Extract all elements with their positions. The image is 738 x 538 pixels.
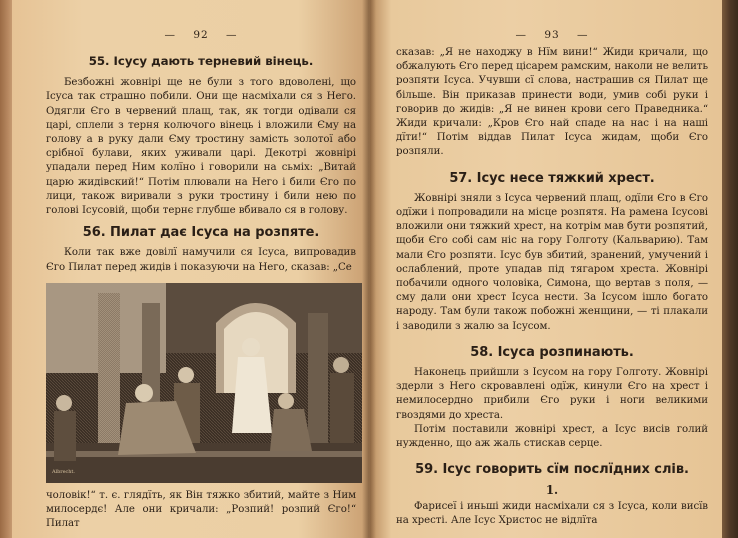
chapter-56-text: Коли так вже довілї намучили ся Ісуса, випровадив Єго Пилат перед жидів і показуючи на Него, сказав: „Се: [46, 247, 356, 273]
illustration-credit: Albrecht.: [52, 468, 75, 475]
left-page: [12, 0, 370, 538]
right-page-header: — 93 —: [515, 29, 589, 41]
section-number: 1.: [545, 483, 559, 498]
chapter-59-title: 59. Ісус говорить сїм послїдних слів.: [415, 462, 689, 478]
chapter-56-title: 56. Пилат дає Ісуса на розпяте.: [82, 225, 320, 241]
chapter-58-title: 58. Ісуса розпинають.: [470, 344, 634, 360]
chapter-57-text: Жовнірі зняли з Ісуса червений плащ, одїли Єго в Єго одїжи і попровадили на місце розпятя. На рамена Ісусові вложили они тяжкий хрест, на котрім мав бути розпятий, щоби Єго собі сам ніс на гору Голготу (Кальварию). Там мали Єго розпяти. Ісус був збитий, зранений, умучений і ослаблений, проте упадав під тягаром хреста. Жовнірі побачили одного чоловіка, Симона, що вертав з поля, — сму дали они хрест Ісуса нести. За Ісусом ішло богато народу. Там були також побожні женщини, — ті плакали і заводили з жалю за Ісусом.: [396, 192, 708, 332]
engraving-illustration: [46, 283, 362, 483]
chapter-55-text: Безбожні жовнірі ще не були з того вдоволені, що Ісуса так страшно побили. Они ще насміхали ся з Него. Одягли Єго в червений плащ, так, як тогди одівали ся царі, сплели з терня колючого вінець і вложили Єму на голову а в руку дали Єму тростину замість золотої або срібної булави, яких уживали царі. Декотрі жовнірі упадали перед Ним колїно і говорили на сьміх: „Витай царю жидівский!“ Потім плювали на Него і били Єго по лици, також виривали з руки тростину і били нею по голові Ісусовій, щоби тернє глубше вбивало ся в голову.: [46, 77, 356, 217]
right-page-bottom-text: Фарисеї і иньші жиди насміхали ся з Ісуса, коли висїв на хресті. Але Ісус Христос не відлїта: [396, 500, 708, 526]
ecce-homo-engraving: [46, 283, 362, 483]
book-gutter: [362, 0, 376, 538]
left-page-number: 92: [193, 29, 209, 41]
right-page-top-text: сказав: „Я не находжу в Нїм вини!“ Жиди кричали, що обжалують Єго перед цісарем рамским, наколи не велить розпяти Ісуса. Учувши сї слова, настрашив ся Пилат ще більше. Він приказав принести води, умив собі руки і говорив до жидів: „Я не винен крови сего Праведника.“ Жиди кричали: „Кров Єго най спаде на нас і на наші дїти!“ Потім віддав Пилат Ісуса жидам, щоби Єго розпяли.: [396, 47, 708, 158]
right-page-number: 93: [544, 29, 560, 41]
chapter-58-text-2: Потім поставили жовнірі хрест, а Ісус висів голий нужденно, що аж жаль стискав серце.: [396, 423, 708, 450]
left-page-bottom-text: чоловік!“ т. є. глядїть, як Він тяжко збитий, майте з Ним милосердє! Але они кричали: „Розпий! розпий Єго!“ Пилат: [46, 489, 356, 530]
chapter-57-title: 57. Ісус несе тяжкий хрест.: [449, 170, 655, 186]
left-page-header: — 92 —: [164, 29, 238, 41]
right-page: [370, 0, 724, 538]
chapter-58-text-1: Наконець прийшли з Ісусом на гору Голготу. Жовнірі здерли з Него скровавлені одїж, кинули Єго на хрест і немилосердно прибили Єго руки і ноги великими гвоздями до хреста.: [396, 367, 708, 421]
chapter-55-title: 55. Ісусу дають терневий вінець.: [88, 54, 314, 68]
book-cover-right-edge: [722, 0, 738, 538]
